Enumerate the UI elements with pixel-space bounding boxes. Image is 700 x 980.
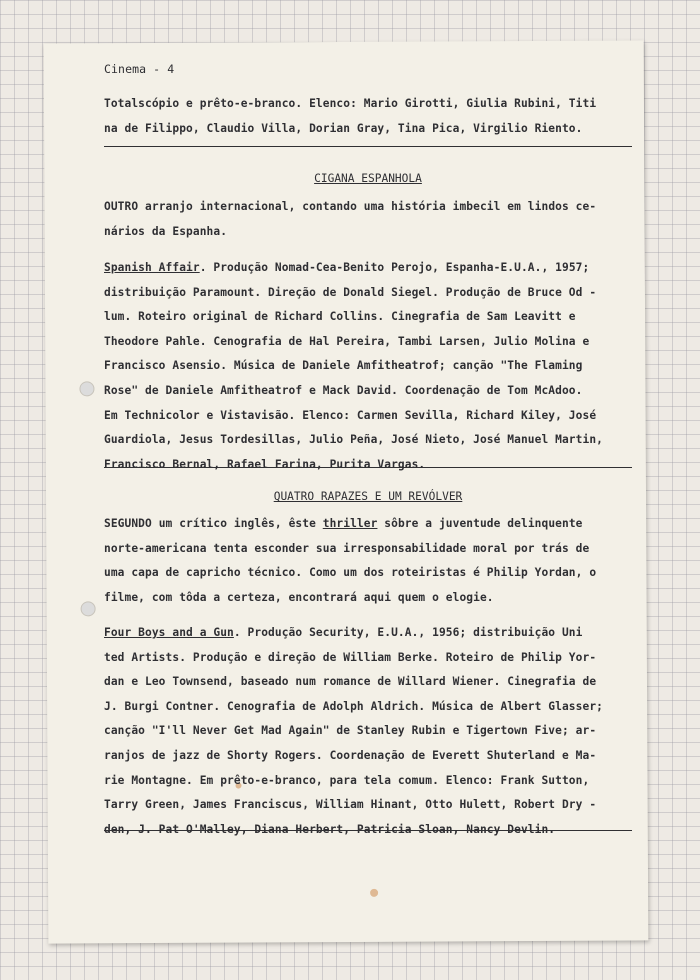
text-line: na de Filippo, Claudio Villa, Dorian Gray, Tina Pica, Virgilio Riento. xyxy=(104,121,583,135)
text-line: Tarry Green, James Franciscus, William Hinant, Otto Hulett, Robert Dry - xyxy=(104,798,597,812)
review-text xyxy=(104,512,624,610)
text-line: canção "I'll Never Get Mad Again" de Stanley Rubin e Tigertown Five; ar- xyxy=(104,724,597,738)
binder-hole xyxy=(79,381,94,396)
text-line: distribuição Paramount. Direção de Donald Siegel. Produção de Bruce Od - xyxy=(104,285,597,299)
text-line: Em Technicolor e Vistavisão. Elenco: Carmen Sevilla, Richard Kiley, José xyxy=(104,408,597,422)
film-original-title: Four Boys and a Gun xyxy=(104,626,234,639)
binder-hole xyxy=(81,601,96,616)
credits-text xyxy=(104,621,624,842)
text-line: uma capa de capricho técnico. Como um dos roteiristas é Philip Yordan, o xyxy=(104,566,597,580)
text-line: rie Montagne. Em prêto-e-branco, para tela comum. Elenco: Frank Sutton, xyxy=(104,773,590,787)
text-line: filme, com tôda a certeza, encontrará aqui quem o elogie. xyxy=(104,590,494,604)
section-title: QUATRO RAPAZES E UM REVÓLVER xyxy=(273,490,463,503)
review-text xyxy=(104,195,624,244)
text-line: J. Burgi Contner. Cenografia de Adolph Aldrich. Música de Albert Glasser; xyxy=(104,699,603,713)
credits-text xyxy=(104,256,624,477)
review-first-word: SEGUNDO xyxy=(104,517,152,530)
text-line: OUTRO arranjo internacional, contando uma história imbecil em lindos ce- xyxy=(104,200,597,213)
text-line: norte-americana tenta esconder sua irresponsabilidade moral por trás de xyxy=(104,541,590,555)
text-line: dan e Leo Townsend, baseado num romance de Willard Wiener. Cinegrafia de xyxy=(104,675,597,689)
text-line: den, J. Pat O'Malley, Diana Herbert, Patricia Sloan, Nancy Devlin. xyxy=(104,822,556,836)
section-divider xyxy=(104,146,632,147)
paper-stain xyxy=(370,889,378,897)
text-line: Rose" de Daniele Amfitheatrof e Mack David. Coordenação de Tom McAdoo. xyxy=(104,383,583,397)
text-line: Francisco Asensio. Música de Daniele Amfitheatrof; canção "The Flaming xyxy=(104,359,583,373)
text-line: Guardiola, Jesus Tordesillas, Julio Peña, José Nieto, José Manuel Martin, xyxy=(104,433,603,447)
text-line: Francisco Bernal, Rafael Farina, Purita Vargas. xyxy=(104,457,426,471)
text-line: Spanish Affair. Produção Nomad-Cea-Benito Perojo, Espanha-E.U.A., 1957; xyxy=(104,261,590,274)
text-line: Theodore Pahle. Cenografia de Hal Pereira, Tambi Larsen, Julio Molina e xyxy=(104,334,590,348)
section-title: CIGANA ESPANHOLA xyxy=(314,172,422,185)
section-divider xyxy=(104,467,632,468)
emphasized-word: thriller xyxy=(322,517,378,530)
text-line: nários da Espanha. xyxy=(104,224,228,238)
text-line: SEGUNDO um crítico inglês, êste thriller sôbre a juventude delinquente xyxy=(104,517,583,530)
intro-text xyxy=(104,92,624,141)
text-line: ted Artists. Produção e direção de William Berke. Roteiro de Philip Yor- xyxy=(104,650,597,664)
text-line: lum. Roteiro original de Richard Collins. Cinegrafia de Sam Leavitt e xyxy=(104,310,576,324)
text-line: ranjos de jazz de Shorty Rogers. Coordenação de Everett Shuterland e Ma- xyxy=(104,748,597,762)
text-line: Totalscópio e prêto-e-branco. Elenco: Mario Girotti, Giulia Rubini, Titi xyxy=(104,97,597,110)
text-line: Four Boys and a Gun. Produção Security, E.U.A., 1956; distribuição Uni xyxy=(104,626,583,639)
page-header: Cinema - 4 xyxy=(104,62,175,76)
film-original-title: Spanish Affair xyxy=(104,261,200,274)
section-divider xyxy=(104,830,632,831)
review-first-word: OUTRO xyxy=(104,200,139,213)
